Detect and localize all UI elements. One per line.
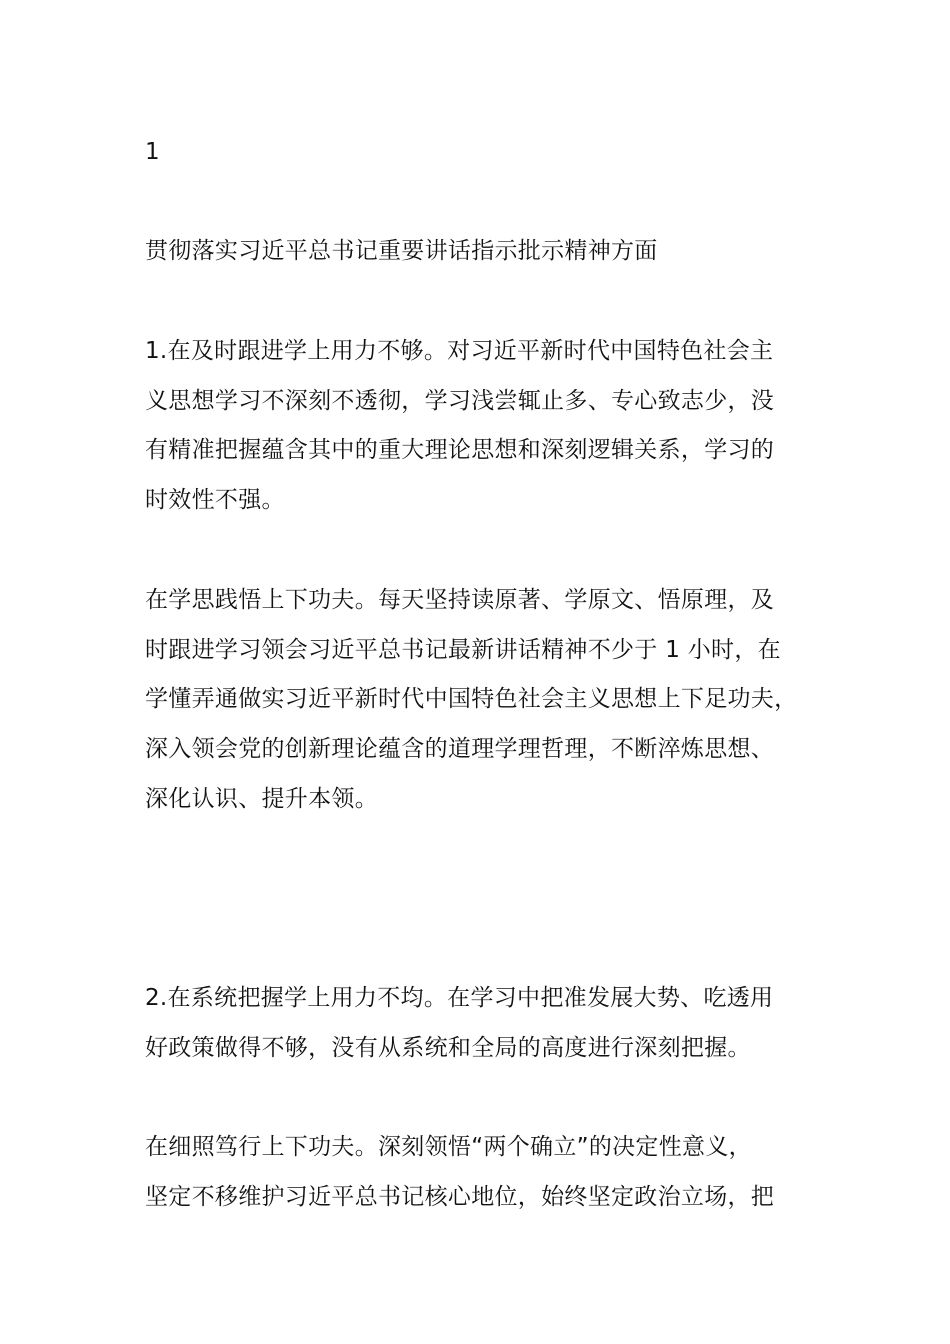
paragraph-line: 时效性不强。 — [145, 487, 285, 513]
paragraph-line: 2.在系统把握学上用力不均。在学习中把准发展大势、吃透用 — [145, 985, 774, 1011]
paragraph-line: 好政策做得不够，没有从系统和全局的高度进行深刻把握。 — [145, 1035, 751, 1061]
section-heading: 贯彻落实习近平总书记重要讲话指示批示精神方面 — [145, 238, 658, 264]
paragraph-line: 学懂弄通做实习近平新时代中国特色社会主义思想上下足功夫， — [145, 686, 798, 712]
paragraph-line: 1.在及时跟进学上用力不够。对习近平新时代中国特色社会主 — [145, 338, 774, 364]
paragraph-line: 有精准把握蕴含其中的重大理论思想和深刻逻辑关系，学习的 — [145, 437, 775, 463]
paragraph-line: 在学思践悟上下功夫。每天坚持读原著、学原文、悟原理，及 — [145, 587, 775, 613]
paragraph-line: 时跟进学习领会习近平总书记最新讲话精神不少于 1 小时，在 — [145, 637, 781, 663]
paragraph-line: 深入领会党的创新理论蕴含的道理学理哲理，不断淬炼思想、 — [145, 736, 775, 762]
paragraph-line: 深化认识、提升本领。 — [145, 786, 378, 812]
page-number: 1 — [145, 139, 160, 165]
paragraph-line: 在细照笃行上下功夫。深刻领悟“两个确立”的决定性意义， — [145, 1134, 752, 1160]
paragraph-line: 坚定不移维护习近平总书记核心地位，始终坚定政治立场，把 — [145, 1184, 775, 1210]
paragraph-line: 义思想学习不深刻不透彻，学习浅尝辄止多、专心致志少，没 — [145, 388, 775, 414]
